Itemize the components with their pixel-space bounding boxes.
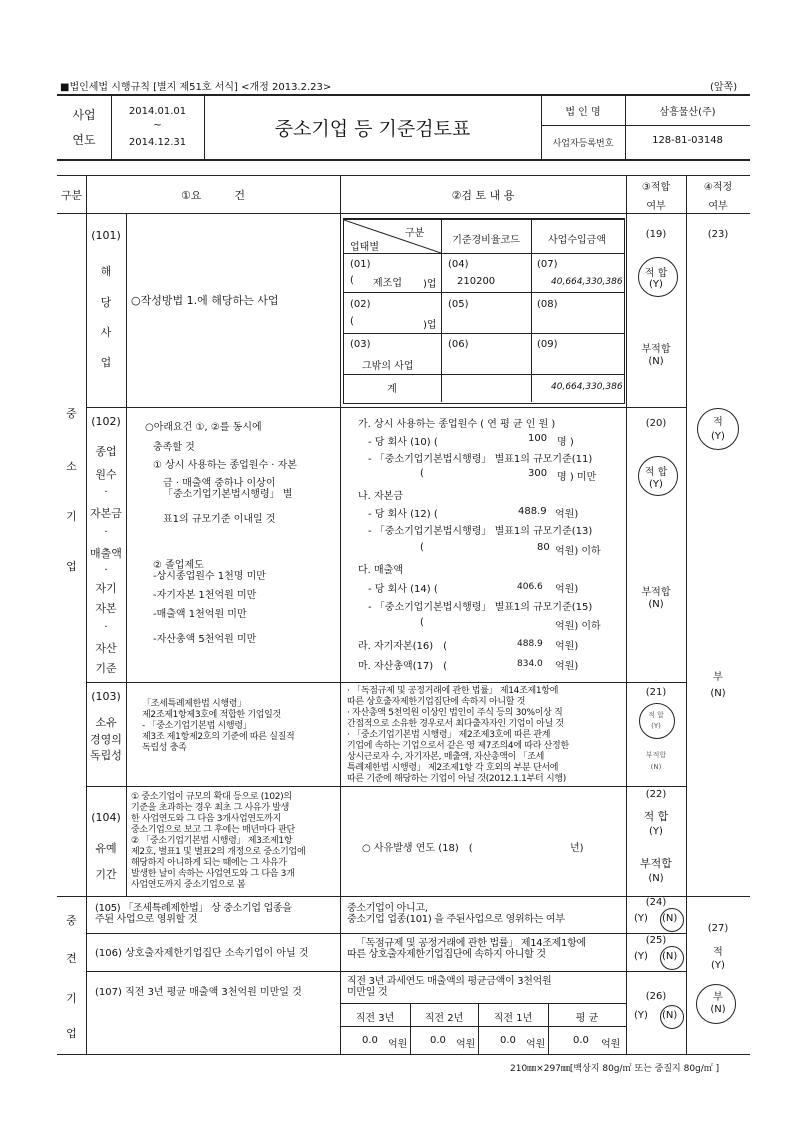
- row-code: (101): [91, 229, 121, 242]
- row102-review-b1-unit: 억원): [555, 509, 579, 520]
- row101-proper-no: (23): [707, 229, 729, 240]
- row102-review-a1-val: 100: [528, 433, 548, 444]
- row102-fit-y: 적 합: [644, 467, 668, 478]
- row103-fit-y2: (Y): [651, 722, 661, 730]
- row102-label-11: 기준: [95, 662, 117, 675]
- row107-unit: 억원: [526, 1039, 546, 1050]
- row101-label-3: 업: [100, 356, 112, 369]
- col-fit-1: ③적합: [641, 182, 671, 193]
- row101-label-0: 해: [100, 265, 112, 278]
- row106-req: (106) 상호출자제한기업집단 소속기업이 아닐 것: [95, 948, 309, 959]
- row102-req-10: -자산총액 5천억원 미만: [153, 634, 257, 645]
- period-sep: ~: [153, 120, 162, 131]
- row104-req-8: 사업연도까지 중소기업으로 봄: [131, 880, 246, 890]
- row104-fit-no: (22): [645, 789, 667, 800]
- row106-review-2: 따른 상호출자제한기업집단에 속하지 아니할 것: [347, 949, 546, 960]
- row102-req-6: ② 졸업제도: [153, 560, 204, 571]
- row102-proper-n: 부: [713, 672, 723, 683]
- row101-table-r1-a: (01): [350, 259, 371, 270]
- period-start: 2014.01.01: [128, 106, 187, 117]
- col-proper-1: ④적정: [703, 182, 733, 193]
- row102-label-1: 원수: [95, 468, 117, 481]
- row101-table-corner-top: 구분: [405, 228, 425, 239]
- row101-label-2: 사: [100, 326, 112, 339]
- row103-fit-n2: (N): [650, 763, 662, 771]
- row102-label-9: ·: [104, 620, 108, 633]
- page-side: (앞쪽): [710, 82, 738, 93]
- row104-review-unit: 년): [570, 843, 584, 854]
- section-mid-label-0: 중: [66, 914, 77, 927]
- row106-y: (Y): [634, 951, 648, 962]
- row101-table-r3-c: (09): [537, 339, 558, 350]
- row104-label-1: 기간: [95, 868, 117, 881]
- row102-label-3: 자본금: [90, 507, 122, 520]
- row102-fit-n: 부적합: [641, 587, 671, 598]
- row107-review-1: 직전 3년 과세연도 매출액의 평균금액이 3천억원: [347, 976, 552, 987]
- row101-table-r3-b: (06): [448, 339, 469, 350]
- row101-table-col-code: 기준경비율코드: [452, 235, 520, 246]
- row102-req-7: -상시종업원수 1천명 미만: [153, 571, 266, 582]
- requirement-text: [131, 792, 339, 891]
- row102-review-a1: - 당 회사 (10) (: [368, 437, 438, 448]
- row102-review-e-val: 834.0: [517, 659, 543, 669]
- row103-review-1: 따른 상호출자제한기업집단에 속하지 아니할 것: [347, 697, 526, 707]
- biz-no: 128-81-03148: [652, 135, 723, 146]
- row102-label-4: ·: [104, 525, 108, 538]
- row102-label-7: 자기: [95, 582, 117, 595]
- section-sme-label-0: 중: [66, 407, 77, 420]
- row102-label-2: ·: [104, 485, 108, 498]
- row103-review-6: 상시근로자 수, 자기자본, 매출액, 자산총액이 「조세: [347, 752, 545, 762]
- row104-review: ○ 사유발생 연도 (18) (: [362, 843, 473, 854]
- row102-review-a2: - 「중소기업기본법시행령」 별표1의 규모기준(11): [368, 454, 593, 465]
- row101-table-r3-label: 그밖의 사업: [362, 361, 414, 372]
- row102-review-c1-unit: 억원): [555, 584, 579, 595]
- row107-unit: 억원: [601, 1039, 621, 1050]
- row102-review-b2: - 「중소기업기본법시행령」 별표1의 규모기준(13): [368, 526, 593, 537]
- requirement-text: ○작성방법 1.에 해당하는 사업: [131, 294, 279, 307]
- row107-n: (N): [662, 1010, 678, 1021]
- row101-fit-n: 부적합: [641, 344, 671, 355]
- mid-proper-y: 적: [713, 947, 723, 958]
- mid-proper-n: 부: [713, 992, 723, 1003]
- mid-proper-y2: (Y): [711, 960, 725, 971]
- row101-table-r1-a2: (: [350, 275, 354, 286]
- row-code: (104): [91, 811, 121, 824]
- row107-values-0: 0.0: [362, 1035, 378, 1046]
- row102-req-8: -자기자본 1천억원 미만: [153, 590, 257, 601]
- row103-review-4: · 「중소기업기본법 시행령」 제2조제3호에 따른 관계: [347, 730, 551, 740]
- row102-review-d: 라. 자기자본(16) (: [358, 641, 448, 652]
- row107-unit: 억원: [456, 1039, 476, 1050]
- row104-req-7: 발생한 날이 속하는 사업연도와 그 다음 3개: [131, 869, 295, 879]
- row107-fit-no: (26): [645, 991, 667, 1002]
- row106-review-1: 「독점규제 및 공정거래에 관한 법률」 제14조제1항에: [356, 938, 586, 949]
- row105-review-2: 중소기업 업종(101) 을 주된사업으로 영위하는 여부: [347, 914, 565, 925]
- row101-table-r2-c: (08): [537, 299, 558, 310]
- row102-req-4: 「중소기업기본법시행령」 별: [163, 489, 293, 500]
- row102-review-e-unit: 억원): [555, 661, 579, 672]
- row103-req-3: 제3조 제1항제2호의 기준에 따른 실질적: [142, 732, 295, 742]
- col-requirement: ①요 건: [180, 189, 246, 202]
- row104-req-2: 한 사업연도와 그 다음 3개사업연도까지: [131, 814, 281, 824]
- row-code: (102): [91, 415, 121, 428]
- section-sme-label-2: 기: [66, 510, 77, 523]
- corp-name: 삼흥물산(주): [659, 107, 716, 118]
- row103-review-5: 기업에 속하는 기업으로서 같은 영 제7조의4에 따라 산정한: [347, 741, 569, 751]
- row102-review-b2-val: 80: [537, 542, 550, 553]
- row101-table-r2-a: (02): [350, 299, 371, 310]
- row103-fit-n: 부적합: [645, 751, 667, 759]
- row102-label-10: 자산: [95, 642, 117, 655]
- col-proper-2: 여부: [708, 201, 728, 212]
- section-mid-label-1: 견: [66, 952, 77, 965]
- row102-proper-y: 적: [713, 417, 723, 428]
- row105-req-2: 주된 사업으로 영위할 것: [95, 914, 198, 925]
- row102-fit-no: (20): [645, 418, 667, 429]
- row103-req-2: - 「중소기업기본법 시행령」: [142, 721, 252, 731]
- row102-req-9: -매출액 1천억원 미만: [153, 609, 247, 620]
- row101-table-r1-amount: 40,664,330,386: [551, 277, 623, 287]
- col-review: ②검 토 내 용: [451, 189, 515, 202]
- page-title: 중소기업 등 기준검토표: [274, 118, 471, 140]
- row102-req-0: ○아래요건 ①, ②를 동시에: [145, 422, 262, 433]
- row104-fit-y2: (Y): [649, 826, 663, 837]
- row101-table-r2-a3: )업: [423, 320, 437, 331]
- row104-req-5: 제2호, 별표1 및 별표2의 개정으로 중소기업에: [131, 847, 306, 857]
- row101-fit-y2: (Y): [649, 279, 663, 290]
- row103-review-3: 간접적으로 소유한 경우로서 최다출자자인 기업이 아닐 것: [347, 719, 564, 729]
- row102-review-e: 마. 자산총액(17) (: [358, 661, 448, 672]
- mid-proper-n2: (N): [710, 1004, 726, 1015]
- row103-req-1: 제2조제1항제3호에 적합한 기업일것: [142, 710, 281, 720]
- section-mid-label-3: 업: [66, 1027, 77, 1040]
- row101-table-r2-a2: (: [350, 316, 354, 327]
- row105-review-1: 중소기업이 아니고,: [347, 903, 428, 914]
- row102-fit-n2: (N): [648, 599, 664, 610]
- row102-review-c2: - 「중소기업기본법시행령」 별표1의 규모기준(15): [368, 602, 593, 613]
- row101-table-total-label: 계: [387, 384, 397, 395]
- row102-review-c1-val: 406.6: [517, 582, 543, 592]
- row103-fit-no: (21): [645, 687, 667, 698]
- row106-fit-no: (25): [645, 935, 667, 946]
- row102-review-b1-val: 488.9: [518, 506, 547, 517]
- row102-review-a2-val: 300: [528, 468, 548, 479]
- row102-review-b2-unit: 억원) 이하: [555, 546, 601, 557]
- row107-req: (107) 직전 3년 평균 매출액 3천억원 미만일 것: [95, 987, 302, 998]
- row102-proper-n2: (N): [710, 688, 726, 699]
- row-code: (103): [91, 690, 121, 703]
- row102-review-a2-unit: 명 ) 미만: [557, 472, 597, 483]
- row104-fit-n2: (N): [648, 873, 664, 884]
- row101-table-r2-b: (05): [448, 299, 469, 310]
- row102-label-5: 매출액: [90, 547, 122, 560]
- row102-req-5: 표1의 규모기준 이내일 것: [163, 514, 276, 525]
- row105-fit-no: (24): [645, 897, 667, 908]
- row101-table-r1-b: (04): [448, 259, 469, 270]
- row105-n: (N): [662, 913, 678, 924]
- row103-label-1: 경영의: [90, 733, 122, 746]
- row103-label-2: 독립성: [90, 749, 122, 762]
- row102-req-2: ① 상시 사용하는 종업원수 · 자본: [153, 460, 297, 471]
- row101-fit-no: (19): [645, 229, 667, 240]
- row107-unit: 억원: [388, 1039, 408, 1050]
- mid-proper-no: (27): [707, 923, 729, 934]
- section-mid-label-2: 기: [66, 992, 77, 1005]
- section-sme-label-3: 업: [66, 560, 77, 573]
- paper-spec: 210㎜×297㎜[백상지 80g/㎡ 또는 중질지 80g/㎡ ]: [510, 1064, 720, 1074]
- row103-review-8: 따른 기준에 해당하는 기업이 아닐 것(2012.1.1부터 시행): [347, 774, 566, 784]
- row107-years-2: 직전 1년: [493, 1013, 533, 1024]
- row101-table-corner-bottom: 업태별: [350, 242, 379, 253]
- row103-req-4: 독립성 충족: [142, 743, 187, 753]
- row103-review-0: · 「독점규제 및 공정거래에 관한 법률」 제14조제1항에: [347, 686, 559, 696]
- row107-review-2: 미만일 것: [347, 987, 388, 998]
- row101-fit-n2: (N): [648, 356, 664, 367]
- row102-review-a2-paren: (: [420, 468, 424, 479]
- row104-req-3: 중소기업으로 보고 그 후에는 매년마다 판단: [131, 825, 295, 835]
- period-end: 2014.12.31: [128, 137, 187, 148]
- period-label-2: 연도: [72, 133, 96, 147]
- row102-label-8: 자본: [95, 602, 117, 615]
- row103-review-2: · 자산총액 5천억원 이상인 법인이 주식 등의 30%이상 직: [347, 708, 563, 718]
- row102-fit-y2: (Y): [649, 479, 663, 490]
- row104-req-6: 해당하지 아니하게 되는 때에는 그 사유가: [131, 858, 287, 868]
- row101-table-r3-a: (03): [350, 339, 371, 350]
- row102-review-a-title: 가. 상시 사용하는 종업원수 ( 연 평 균 인 원 ): [358, 419, 556, 430]
- requirement-text: [142, 699, 338, 754]
- row102-review-c2-unit: 억원) 이하: [555, 621, 601, 632]
- review-text: [347, 686, 625, 785]
- biz-no-label: 사업자등록번호: [552, 139, 614, 149]
- row101-label-1: 당: [100, 296, 112, 309]
- row102-review-b-title: 나. 자본금: [358, 491, 403, 502]
- row102-req-1: 충족할 것: [153, 442, 195, 453]
- row107-values-3: 0.0: [573, 1035, 589, 1046]
- row104-req-4: ② 「중소기업기본법 시행령」 제3조제1항: [131, 836, 293, 846]
- row104-fit-n: 부적합: [640, 857, 672, 870]
- row102-review-a1-unit: 명 ): [557, 437, 574, 448]
- row101-table-col-amount: 사업수입금액: [548, 235, 606, 246]
- period-label-1: 사업: [72, 108, 96, 122]
- row102-review-c1: - 당 회사 (14) (: [368, 584, 438, 595]
- row102-review-d-unit: 억원): [555, 641, 579, 652]
- col-category: 구분: [60, 189, 83, 202]
- row107-years-0: 직전 3년: [355, 1013, 395, 1024]
- corp-name-label: 법 인 명: [565, 107, 601, 118]
- row103-req-0: 「조세특례제한법 시행령」: [142, 699, 246, 709]
- row102-req-3: 금 · 매출액 중하나 이상이: [163, 478, 276, 489]
- row101-fit-y: 적 합: [644, 268, 668, 279]
- row106-n: (N): [662, 951, 678, 962]
- row102-label-0: 종업: [95, 445, 117, 458]
- row107-values-1: 0.0: [430, 1035, 446, 1046]
- row104-label-0: 유예: [95, 842, 117, 855]
- row101-table-r1-type: 제조업: [373, 278, 402, 289]
- row102-label-6: ·: [104, 563, 108, 576]
- row102-review-b1: - 당 회사 (12) (: [368, 509, 438, 520]
- row101-table-r1-c: (07): [537, 259, 558, 270]
- row101-table-total-amount: 40,664,330,386: [551, 382, 623, 392]
- row104-fit-y: 적 합: [643, 810, 669, 823]
- row107-years-1: 직전 2년: [424, 1013, 464, 1024]
- row107-y: (Y): [634, 1010, 648, 1021]
- row101-table-r1-code: 210200: [457, 276, 496, 287]
- row102-review-c-title: 다. 매출액: [358, 565, 403, 576]
- row104-req-0: ① 중소기업이 규모의 확대 등으로 (102)의: [131, 792, 292, 802]
- row103-review-7: 특례제한법 시행령」 제2조제1항 각 호외의 부분 단서에: [347, 763, 559, 773]
- row102-proper-y2: (Y): [711, 431, 725, 442]
- form-reference: ■법인세법 시행규칙 [별지 제51호 서식] <개정 2013.2.23>: [60, 82, 332, 93]
- row107-years-3: 평 균: [575, 1013, 599, 1024]
- col-fit-2: 여부: [646, 201, 666, 212]
- row102-review-b2-paren: (: [420, 542, 424, 553]
- row105-y: (Y): [634, 913, 648, 924]
- row102-review-c2-paren: (: [420, 617, 424, 628]
- row105-req-1: (105) 「조세특례제한법」 상 중소기업 업종을: [95, 903, 292, 914]
- section-sme-label-1: 소: [66, 460, 77, 473]
- row107-values-2: 0.0: [500, 1035, 516, 1046]
- row101-table-r1-a3: )업: [423, 279, 437, 290]
- row104-req-1: 기준을 초과하는 경우 최초 그 사유가 발생: [131, 803, 290, 813]
- row102-review-d-val: 488.9: [517, 639, 543, 649]
- selected-circle: [639, 703, 675, 739]
- row103-label-0: 소유: [95, 716, 117, 729]
- row103-fit-y: 적 합: [648, 711, 664, 719]
